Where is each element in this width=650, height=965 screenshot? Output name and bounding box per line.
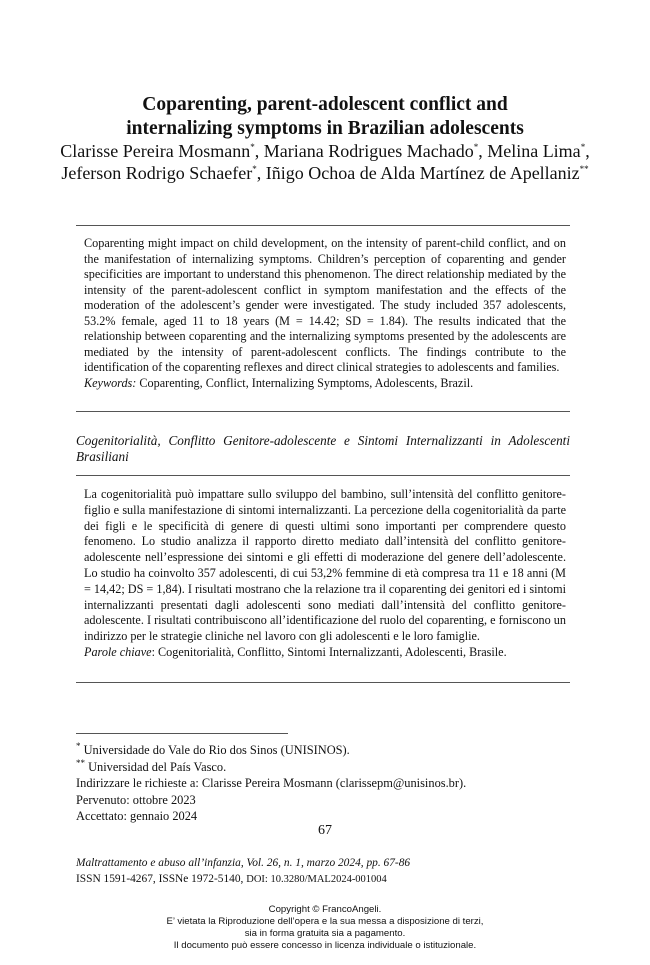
keywords-text: Coparenting, Conflict, Internalizing Symptoms, Adolescents, Brazil. [139, 375, 474, 390]
article-title [60, 93, 590, 141]
author-name: Jeferson Rodrigo Schaefer [61, 162, 253, 183]
author-separator: , [585, 141, 590, 161]
abstract-italian-text: La cogenitorialità può impattare sullo sviluppo del bambino, sull’intensità del conflitto genitore-figlio e sulla manifestazione di sintomi internalizzanti. La percezione della cogenitorialità da parte dei figli e le specificità di genere di questi ultimi sono importanti per comprendere questo fenomeno. Lo studio analizza il rapporto diretto mediato dall’intensità del conflitto genitore-adolescente nell’espressione dei sintomi e gli effetti di moderazione del genere dell’adolescente. Lo studio ha coinvolto 357 adolescenti, di cui 53,2% femmine di età compresa tra 11 e 18 anni (M = 14,42; DS = 1,84). I risultati mostrano che la relazione tra il coparenting dei genitori ed i sintomi internalizzanti presentati dagli adolescenti sono mediati dall’intensità del conflitto genitore-adolescente. I risultati contribuiscono all’identificazione del ruolo del coparenting, e forniscono un indirizzo per le strategie cliniche nel lavoro con gli adolescenti e le loro famiglie. [84, 487, 566, 644]
copyright-line-3: sia in forma gratuita sia a pagamento. [244, 928, 406, 939]
page-number: 67 [318, 823, 332, 838]
title-line-2: internalizing symptoms in Brazilian adolescents [126, 118, 524, 139]
title-line-1: Coparenting, parent-adolescent conflict and [142, 94, 508, 115]
author-name: Clarisse Pereira Mosmann [60, 141, 251, 161]
abstract-italian [84, 487, 566, 661]
abstract-bottom-rule [76, 411, 570, 412]
copyright-line-1: Copyright © FrancoAngeli. [268, 904, 382, 915]
italian-abstract-top-rule [76, 475, 570, 476]
accepted-date: Accettato: gennaio 2024 [76, 809, 198, 823]
keywords-label: Keywords: [84, 375, 137, 390]
doi-text: DOI: 10.3280/MAL2024-001004 [246, 874, 387, 885]
italian-title: Cogenitorialità, Conflitto Genitore-adolescente e Sintomi Internalizzanti in Adolescenti Brasiliani [76, 433, 570, 464]
author-name: Iñigo Ochoa de Alda Martínez de Apellaniz [265, 162, 580, 183]
contact-note: Indirizzare le richieste a: Clarisse Pereira Mosmann (clarissepm@unisinos.br). [76, 776, 467, 790]
footnote-affiliation-2 [76, 759, 576, 776]
author-list [60, 141, 590, 184]
issn-text: ISSN 1591-4267, ISSNe 1972-5140, [76, 873, 247, 885]
footnote-rule [76, 733, 288, 734]
author-separator: , [256, 162, 266, 183]
affiliation-mark: * [250, 142, 255, 152]
footnote-2-text: Universidad del País Vasco. [85, 759, 227, 774]
copyright-line-2: E’ vietata la Riproduzione dell’opera e la sua messa a disposizione di terzi, [166, 916, 484, 927]
journal-citation: Maltrattamento e abuso all’infanzia, Vol. 26, n. 1, marzo 2024, pp. 67-86 [76, 857, 411, 869]
author-name: Melina Lima [487, 141, 581, 161]
received-date: Pervenuto: ottobre 2023 [76, 792, 196, 807]
author-separator: , [254, 141, 264, 161]
footnote-mark-2: ** [76, 757, 85, 768]
footnote-mark-1: * [76, 740, 81, 751]
issn-line [76, 871, 596, 888]
affiliation-mark: ** [579, 163, 589, 174]
footnote-affiliation-1 [76, 742, 576, 759]
parole-chiave-label: Parole chiave [84, 644, 152, 659]
affiliation-mark: * [252, 163, 257, 174]
footnote-1-text: Universidade do Vale do Rio dos Sinos (UNISINOS). [80, 743, 350, 757]
affiliation-mark: * [580, 142, 586, 152]
footnotes [76, 742, 576, 825]
author-name: Mariana Rodrigues Machado [263, 141, 474, 161]
affiliation-mark: * [473, 142, 479, 152]
author-separator: , [478, 141, 488, 161]
copyright-notice [0, 904, 650, 952]
copyright-line-4: Il documento può essere concesso in licenza individuale o istituzionale. [173, 940, 477, 951]
italian-abstract-bottom-rule [76, 682, 570, 683]
abstract-english-text: Coparenting might impact on child development, on the intensity of parent-child conflict, and on the manifestation of internalizing symptoms. Children’s perception of coparenting and gender specificities are important to understand this phenomenon. The direct relationship mediated by the intensity of the parent-adolescent conflict in symptom manifestation and the effects of the moderation of the adolescent’s gender were investigated. The study included 357 adolescents, 53.2% female, aged 11 to 18 years (M = 14.42; SD = 1.84). The results indicated that the relationship between coparenting and the internalizing symptoms presented by the adolescents are mediated by the intensity of parent-adolescent conflicts. The findings contribute to the identification of the coparenting reflexes and direct clinical strategies to adolescents and families. [84, 236, 566, 374]
parole-chiave-text: : Cogenitorialità, Conflitto, Sintomi Internalizzanti, Adolescenti, Brasile. [151, 644, 507, 659]
abstract-top-rule [76, 225, 570, 226]
journal-info [76, 855, 596, 888]
abstract-english [84, 236, 566, 391]
